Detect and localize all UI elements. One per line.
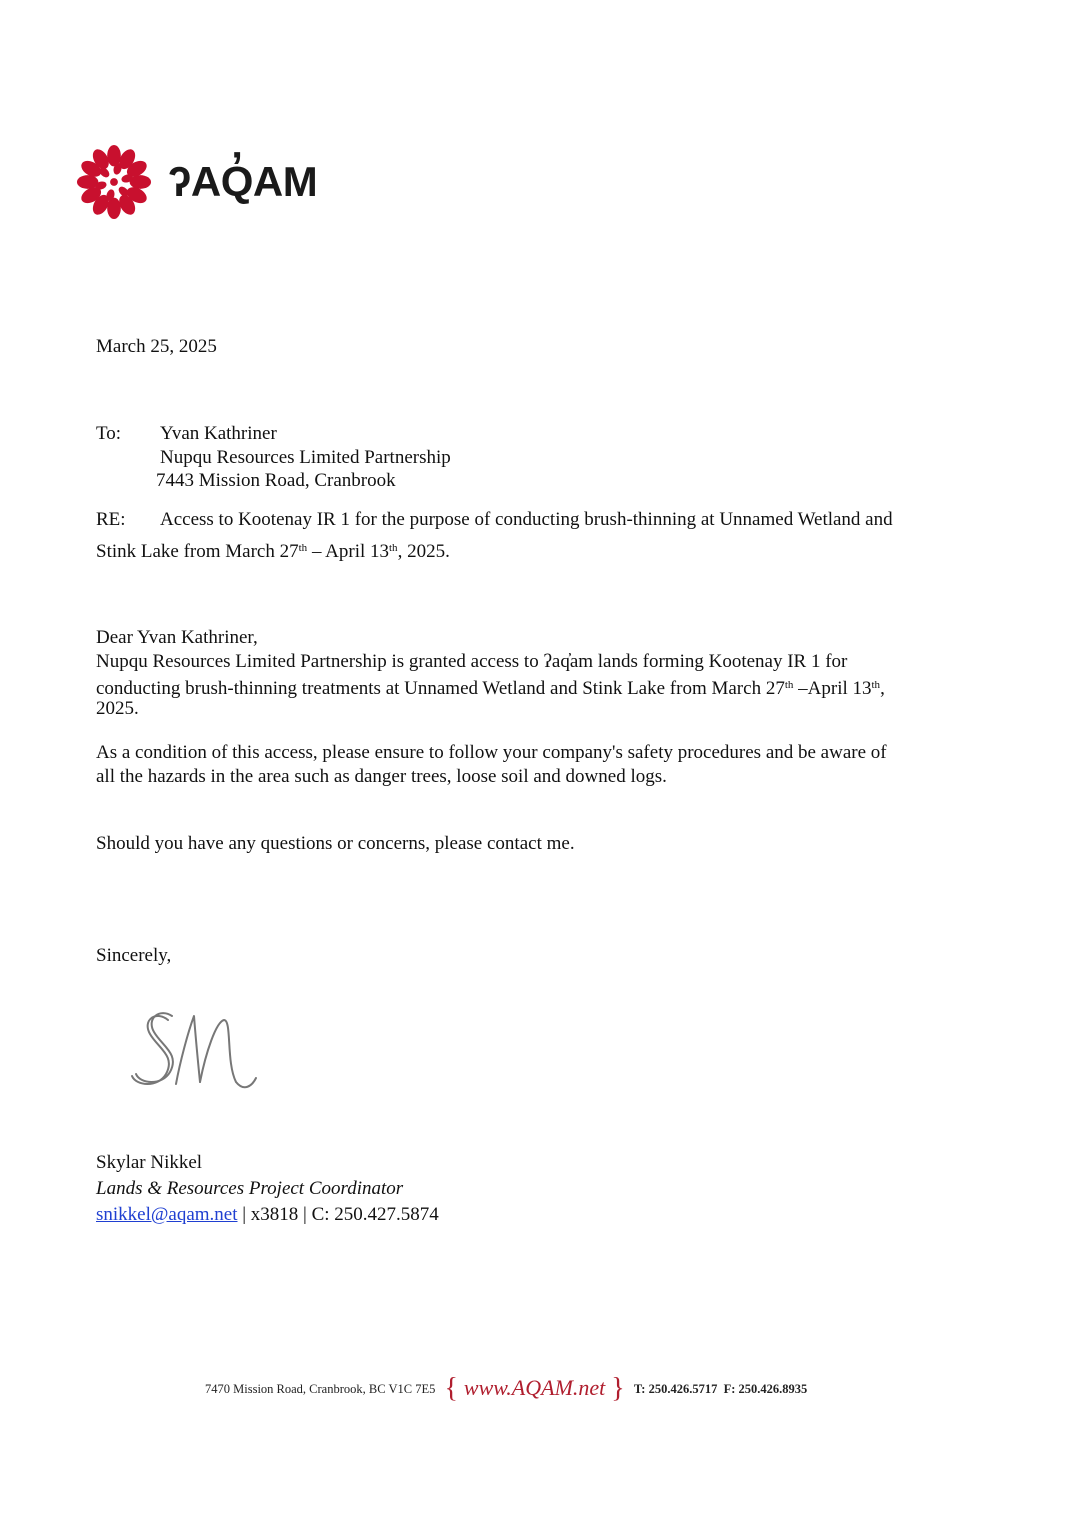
re-text: – April 13 [307,541,389,562]
footer-address: 7470 Mission Road, Cranbrook, BC V1C 7E5 [205,1382,436,1396]
re-ordinal: th [298,542,308,554]
to-label: To: [96,423,122,444]
email-link[interactable]: snikkel@aqam.net [96,1204,238,1225]
footer-brace-close: } [611,1373,625,1404]
footer-phone-label: T: [633,1382,646,1396]
re-text: , 2025. [397,541,450,562]
footer-fax-label: F: [723,1382,736,1396]
para2-line-1: As a condition of this access, please ensure to follow your company's safety procedures and be aware of [96,742,887,763]
closing: Sincerely, [96,945,172,966]
para1-text: conducting brush-thinning treatments at Unnamed Wetland and Stink Lake from March 27 [96,678,785,699]
letter-date: March 25, 2025 [96,336,217,357]
para1-line-1: Nupqu Resources Limited Partnership is granted access to ʔaq̓am lands forming Kootenay IR 1 for [96,651,848,672]
re-line-2 [96,536,450,564]
para1-text: , [880,678,885,699]
footer-phone: 250.426.5717 [648,1382,718,1396]
footer-website-link[interactable]: www.AQAM.net [463,1375,606,1400]
footer-fax: 250.426.8935 [738,1382,808,1396]
red-flower-icon [75,143,153,221]
re-text: Stink Lake from March 27 [96,541,299,562]
salutation: Dear Yvan Kathriner, [96,627,258,648]
handwritten-signature [128,1002,268,1102]
footer-brace-open: { [444,1373,458,1404]
para1-line-2 [96,673,885,701]
re-ordinal: th [389,542,398,554]
org-wordmark: ʔAQ̓AM [168,158,318,205]
re-label: RE: [96,509,126,530]
signer-contact [96,1203,439,1227]
recipient-name: Yvan Kathriner [160,423,277,444]
para1-line-3: 2025. [96,698,139,719]
contact-numbers: | x3818 | C: 250.427.5874 [237,1204,439,1225]
signer-name: Skylar Nikkel [96,1152,203,1173]
para2-line-2: all the hazards in the area such as danger trees, loose soil and downed logs. [96,766,667,787]
recipient-company: Nupqu Resources Limited Partnership [160,447,451,468]
para1-ordinal: th [784,679,794,691]
para1-ordinal: th [871,679,881,691]
recipient-address: 7443 Mission Road, Cranbrook [156,470,396,491]
re-line-1: Access to Kootenay IR 1 for the purpose of conducting brush-thinning at Unnamed Wetland and [160,509,893,530]
para1-text: –April 13 [793,678,872,699]
footer [205,1372,807,1405]
signer-title: Lands & Resources Project Coordinator [96,1178,404,1199]
para3: Should you have any questions or concerns, please contact me. [96,833,575,854]
